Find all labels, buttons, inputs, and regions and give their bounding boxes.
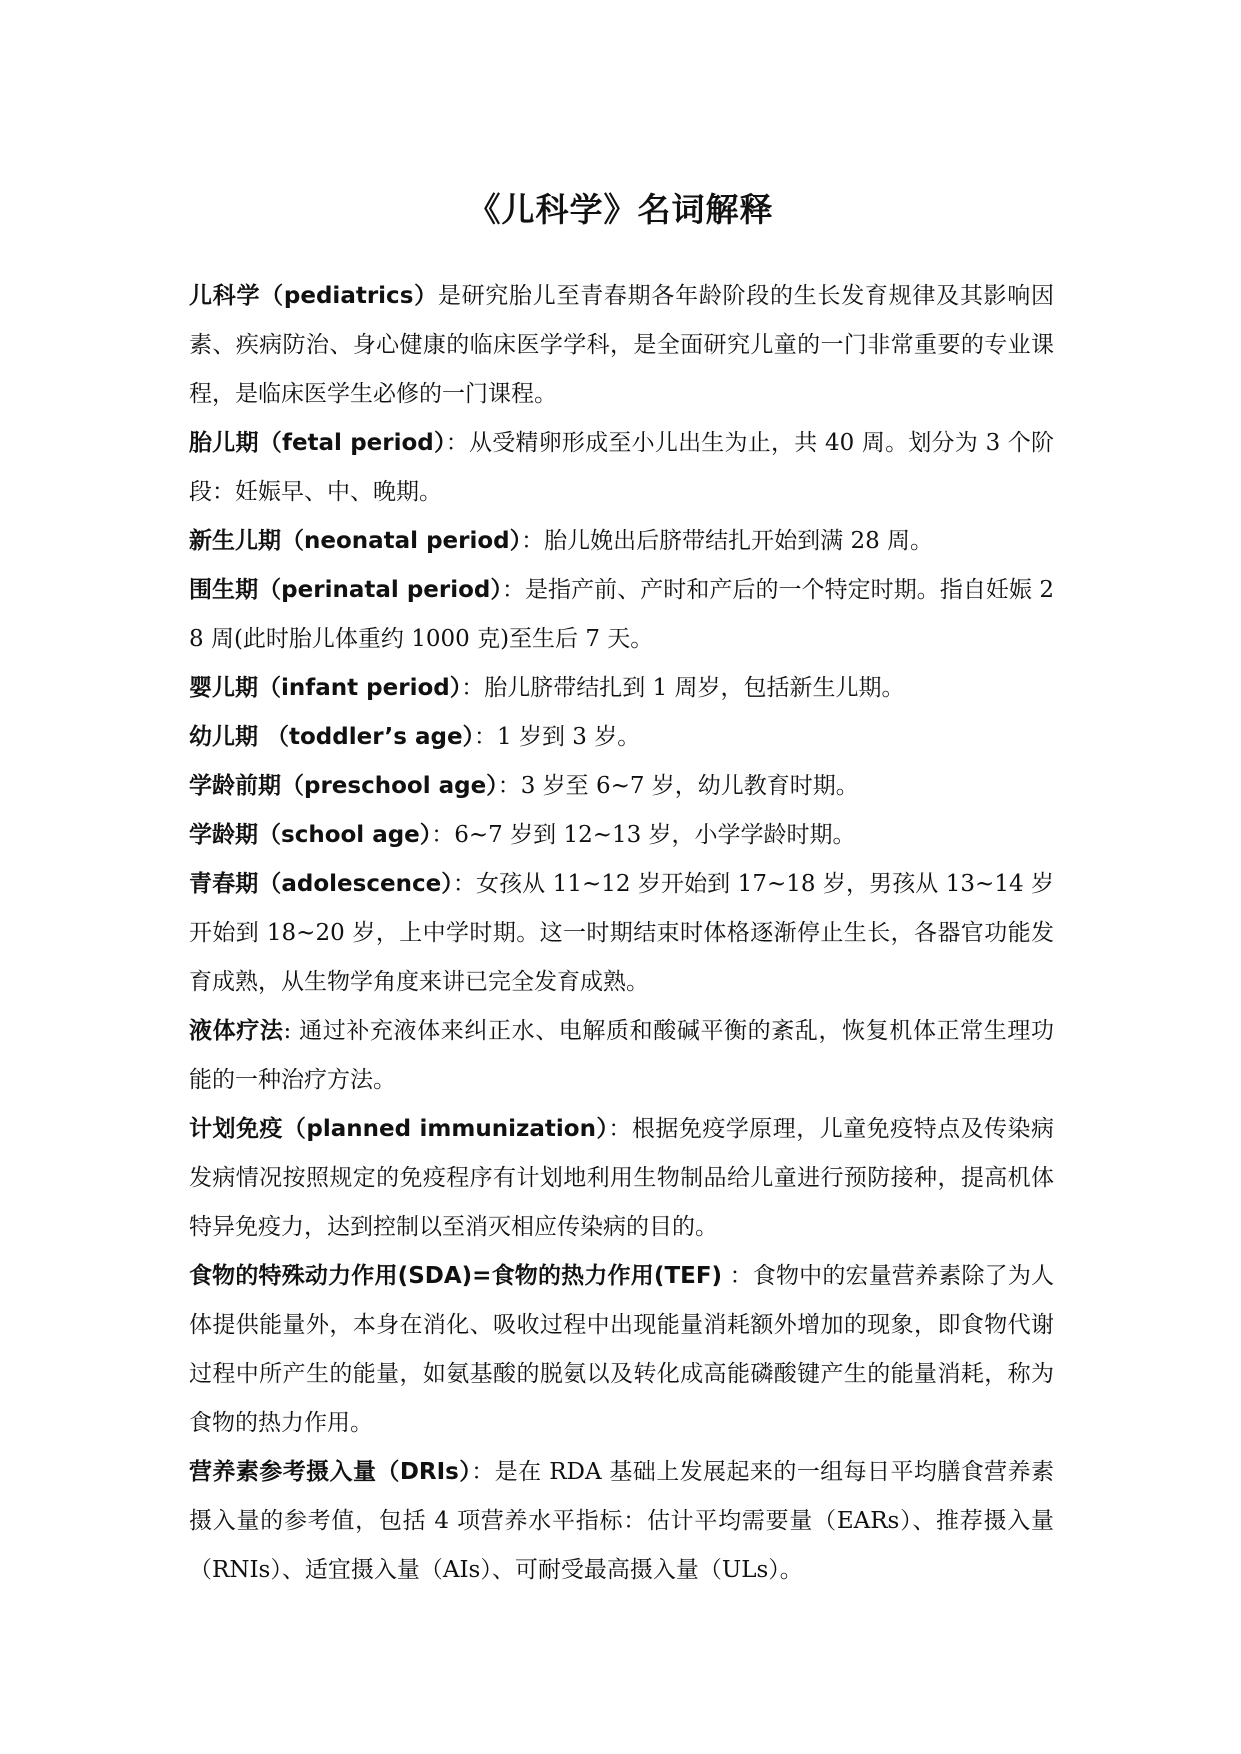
glossary-entry-thermic-effect-of-food (189, 1252, 1054, 1448)
entry-definition: : 通过补充液体来纠正水、电解质和酸碱平衡的紊乱，恢复机体正常生理功能的一种治疗方法。 (189, 1018, 1054, 1093)
entry-term: 青春期（adolescence） (189, 871, 453, 897)
entry-term: 儿科学（pediatrics） (189, 283, 438, 309)
entry-definition: ：3 岁至 6~7 岁，幼儿教育时期。 (497, 773, 859, 799)
entry-term: 液体疗法 (189, 1018, 284, 1044)
entry-term: 围生期（perinatal period） (189, 577, 502, 603)
entry-term: 学龄前期（preschool age） (189, 773, 498, 799)
entry-term: 胎儿期（fetal period） (189, 430, 446, 456)
glossary-entry-neonatal-period (189, 517, 1054, 566)
entry-definition: ：根据免疫学原理，儿童免疫特点及传染病发病情况按照规定的免疫程序有计划地利用生物制品给儿童进行预防接种，提高机体特异免疫力，达到控制以至消灭相应传染病的目的。 (189, 1116, 1054, 1240)
entry-term: 计划免疫（planned immunization） (189, 1116, 609, 1142)
entry-term: 新生儿期（neonatal period） (189, 528, 522, 554)
entry-term: 幼儿期 （toddler’s age） (189, 724, 475, 750)
glossary-entry-fetal-period (189, 419, 1054, 517)
glossary-entry-pediatrics (189, 272, 1054, 419)
glossary-entry-infant-period (189, 664, 1054, 713)
glossary-entry-fluid-therapy (189, 1007, 1054, 1105)
glossary-entry-perinatal-period (189, 566, 1054, 664)
glossary-entry-school-age (189, 811, 1054, 860)
glossary-list (189, 272, 1054, 1595)
entry-definition: ：食物中的宏量营养素除了为人体提供能量外，本身在消化、吸收过程中出现能量消耗额外增加的现象，即食物代谢过程中所产生的能量，如氨基酸的脱氨以及转化成高能磷酸键产生的能量消耗，称为食物的热力作用。 (189, 1263, 1055, 1436)
glossary-entry-dietary-reference-intakes (189, 1448, 1054, 1595)
entry-term: 婴儿期（infant period） (189, 675, 462, 701)
entry-term: 学龄期（school age） (189, 822, 432, 848)
entry-definition: ：6~7 岁到 12~13 岁，小学学龄时期。 (431, 822, 856, 848)
entry-definition: 是研究胎儿至青春期各年龄阶段的生长发育规律及其影响因素、疾病防治、身心健康的临床医学学科，是全面研究儿童的一门非常重要的专业课程，是临床医学生必修的一门课程。 (189, 283, 1055, 407)
entry-definition: ：从受精卵形成至小儿出生为止，共 40 周。划分为 3 个阶段：妊娠早、中、晚期。 (189, 430, 1054, 505)
entry-definition: ：胎儿脐带结扎到 1 周岁，包括新生儿期。 (461, 675, 905, 701)
entry-definition: ：是指产前、产时和产后的一个特定时期。指自妊娠 28 周(此时胎儿体重约 1000 克)至生后 7 天。 (189, 577, 1054, 652)
entry-term: 食物的特殊动力作用(SDA)=食物的热力作用(TEF) (189, 1263, 723, 1289)
entry-definition: ：1 岁到 3 岁。 (474, 724, 641, 750)
entry-term: 营养素参考摄入量（DRIs） (189, 1459, 472, 1485)
glossary-entry-adolescence (189, 860, 1054, 1007)
glossary-entry-preschool-age (189, 762, 1054, 811)
entry-definition: ：女孩从 11~12 岁开始到 17~18 岁，男孩从 13~14 岁开始到 18~20 岁，上中学时期。这一时期结束时体格逐渐停止生长，各器官功能发育成熟，从生物学角度来讲已完全发育成熟。 (189, 871, 1054, 995)
glossary-entry-toddler-age (189, 713, 1054, 762)
glossary-entry-planned-immunization (189, 1105, 1054, 1252)
entry-definition: ：是在 RDA 基础上发展起来的一组每日平均膳食营养素摄入量的参考值，包括 4 项营养水平指标：估计平均需要量（EARs）、推荐摄入量（RNIs）、适宜摄入量（AIs）、可耐受最高摄入量（ULs）。 (189, 1459, 1054, 1583)
entry-definition: ：胎儿娩出后脐带结扎开始到满 28 周。 (521, 528, 934, 554)
document-title: 《儿科学》名词解释 (467, 190, 774, 229)
